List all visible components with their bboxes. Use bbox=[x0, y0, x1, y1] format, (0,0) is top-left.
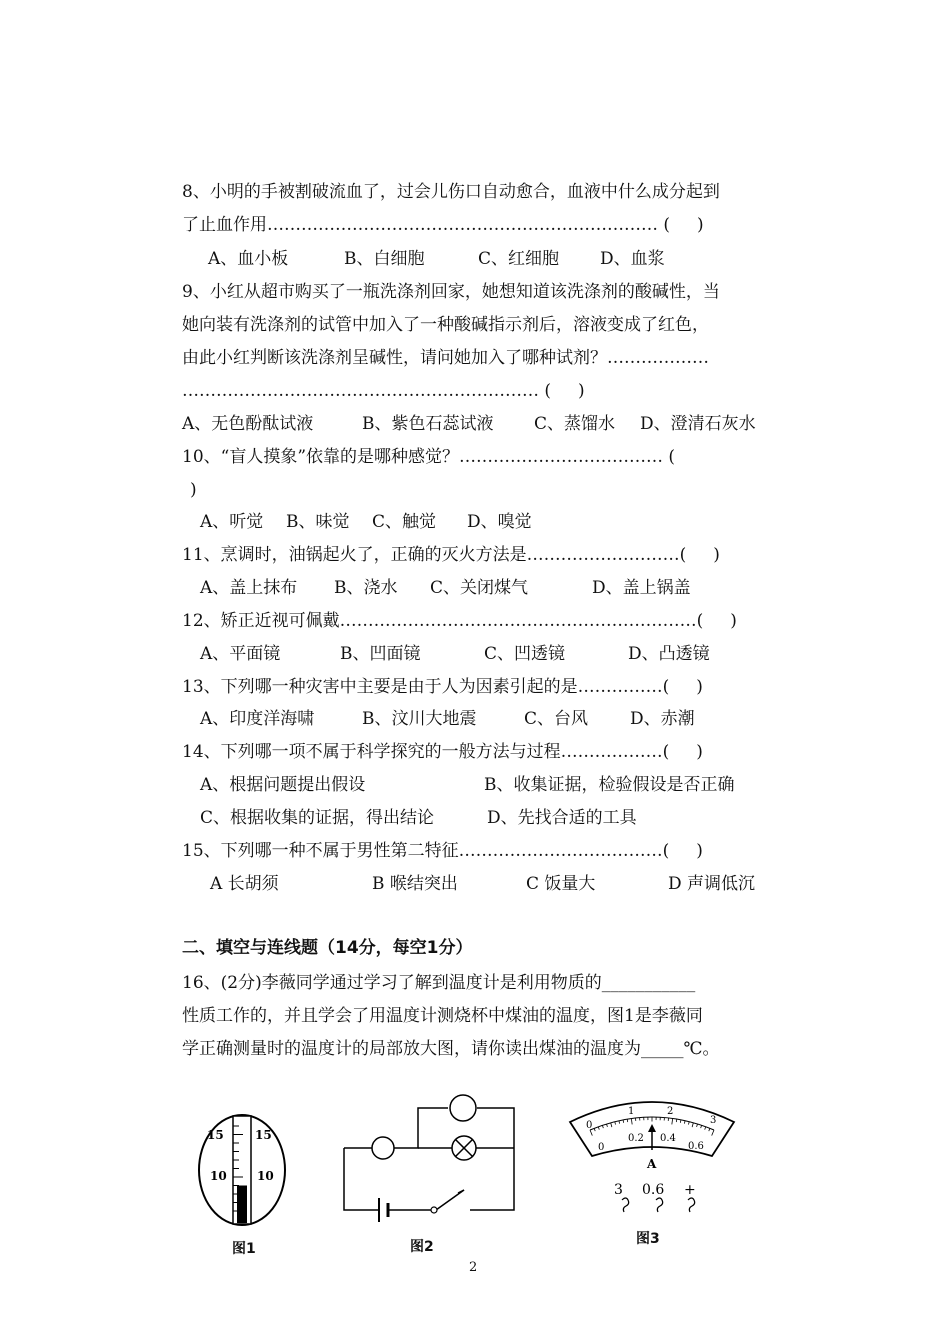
ammeter-tick bbox=[712, 1130, 714, 1136]
q11-option-d: D、盖上锅盖 bbox=[592, 578, 691, 598]
fig1-label-15-right: 15 bbox=[255, 1128, 272, 1142]
q14-option-b: B、收集证据，检验假设是否正确 bbox=[484, 775, 735, 795]
q9-option-a: A、无色酚酞试液 bbox=[182, 414, 314, 434]
q10-line1: 10、“盲人摸象”依靠的是哪种感觉？……………………………… ( bbox=[182, 447, 676, 467]
q16-line3: 学正确测量时的温度计的局部放大图，请你读出煤油的温度为_____℃。 bbox=[182, 1039, 720, 1059]
ammeter-lower-02: 0.2 bbox=[628, 1133, 644, 1144]
ammeter-upper-1: 1 bbox=[628, 1106, 635, 1117]
thermometer-liquid-column bbox=[237, 1186, 247, 1224]
q13-option-a: A、印度洋海啸 bbox=[200, 709, 315, 729]
ammeter-tick bbox=[705, 1127, 706, 1130]
q9-option-c: C、蒸馏水 bbox=[534, 414, 616, 434]
ammeter-tick bbox=[594, 1128, 595, 1131]
circuit-meter-2 bbox=[450, 1095, 476, 1121]
q8-option-c: C、红细胞 bbox=[478, 249, 560, 269]
ammeter-tick bbox=[619, 1121, 620, 1124]
q8-line1: 8、小明的手被割破流血了，过会儿伤口自动愈合，血液中什么成分起到 bbox=[182, 182, 720, 202]
ammeter-upper-0: 0 bbox=[586, 1120, 593, 1131]
figure2-circuit bbox=[336, 1090, 522, 1226]
terminal-screw-icon-2 bbox=[656, 1198, 663, 1212]
ammeter-tick bbox=[598, 1127, 599, 1130]
figure3-caption: 图3 bbox=[636, 1231, 660, 1247]
ammeter-tick bbox=[684, 1121, 685, 1124]
circuit-wire-left bbox=[344, 1148, 379, 1210]
page-number: 2 bbox=[469, 1260, 478, 1275]
terminal-screw-icon-1 bbox=[622, 1198, 629, 1212]
terminal-screw-icon-3 bbox=[688, 1198, 695, 1212]
q12-line1: 12、矫正近视可佩戴………………………………………………………( ) bbox=[182, 611, 737, 631]
q9-option-d: D、澄清石灰水 bbox=[640, 414, 756, 434]
q11-option-c: C、关闭煤气 bbox=[430, 578, 529, 598]
ammeter-tick bbox=[623, 1120, 624, 1123]
figure3-ammeter bbox=[564, 1094, 740, 1224]
ammeter-needle-tip bbox=[648, 1124, 656, 1132]
q12-option-c: C、凹透镜 bbox=[484, 644, 566, 664]
q9-line3: 由此小红判断该洗涤剂呈碱性，请问她加入了哪种试剂？……………… bbox=[182, 348, 709, 368]
q13-option-d: D、赤潮 bbox=[630, 709, 695, 729]
ammeter-terminal-3: 3 bbox=[614, 1182, 623, 1198]
ammeter-tick bbox=[631, 1118, 632, 1124]
q10-option-b: B、味觉 bbox=[286, 512, 350, 532]
q8-option-d: D、血浆 bbox=[600, 249, 665, 269]
q15-option-a: A 长胡须 bbox=[210, 874, 279, 894]
q13-option-b: B、汶川大地震 bbox=[362, 709, 477, 729]
q12-option-b: B、凹面镜 bbox=[340, 644, 421, 664]
q15-option-b: B 喉结突出 bbox=[372, 874, 458, 894]
q13-line1: 13、下列哪一种灾害中主要是由于人为因素引起的是……………( ) bbox=[182, 677, 703, 697]
ammeter-tick bbox=[672, 1118, 673, 1124]
ammeter-upper-3: 3 bbox=[710, 1115, 717, 1126]
figure1-caption: 图1 bbox=[232, 1241, 256, 1257]
circuit-wire-right bbox=[470, 1108, 514, 1210]
ammeter-tick bbox=[680, 1120, 681, 1123]
q14-option-c: C、根据收集的证据，得出结论 bbox=[200, 808, 435, 828]
q12-option-a: A、平面镜 bbox=[200, 644, 281, 664]
q10-option-a: A、听觉 bbox=[200, 512, 264, 532]
figure1-thermometer bbox=[192, 1112, 292, 1228]
circuit-meter-1 bbox=[372, 1137, 394, 1159]
q8-option-b: B、白细胞 bbox=[344, 249, 425, 269]
circuit-switch-blade bbox=[436, 1190, 464, 1210]
q16-line1: 16、(2分)李薇同学通过学习了解到温度计是利用物质的___________ bbox=[182, 973, 696, 993]
ammeter-tick bbox=[688, 1122, 689, 1125]
q9-line2: 她向装有洗涤剂的试管中加入了一种酸碱指示剂后，溶液变成了红色， bbox=[182, 315, 709, 335]
ammeter-tick bbox=[611, 1123, 612, 1127]
ammeter-lower-0: 0 bbox=[598, 1142, 605, 1153]
ammeter-unit: A bbox=[647, 1157, 657, 1171]
q11-option-a: A、盖上抹布 bbox=[200, 578, 298, 598]
q9-option-b: B、紫色石蕊试液 bbox=[362, 414, 494, 434]
fig1-label-15-left: 15 bbox=[207, 1128, 224, 1142]
figure2-caption: 图2 bbox=[410, 1239, 434, 1255]
q10-line2: ) bbox=[190, 480, 197, 500]
q9-line1: 9、小红从超市购买了一瓶洗涤剂回家，她想知道该洗涤剂的酸碱性，当 bbox=[182, 282, 720, 302]
fig1-label-10-left: 10 bbox=[210, 1169, 227, 1183]
q11-option-b: B、浇水 bbox=[334, 578, 398, 598]
q10-option-d: D、嗅觉 bbox=[467, 512, 532, 532]
ammeter-terminal-06: 0.6 bbox=[642, 1182, 665, 1198]
ammeter-tick bbox=[602, 1125, 603, 1128]
q12-option-d: D、凸透镜 bbox=[628, 644, 710, 664]
fig1-label-10-right: 10 bbox=[257, 1169, 274, 1183]
ammeter-lower-06: 0.6 bbox=[688, 1141, 704, 1152]
q8-line2: 了止血作用…………………………………………………………… ( ) bbox=[182, 215, 704, 235]
ammeter-tick bbox=[692, 1123, 693, 1127]
ammeter-tick bbox=[607, 1124, 608, 1127]
circuit-wire-top bbox=[394, 1108, 448, 1148]
q14-option-a: A、根据问题提出假设 bbox=[200, 775, 366, 795]
q9-line4: ……………………………………………………… ( ) bbox=[182, 381, 585, 401]
ammeter-lower-04: 0.4 bbox=[660, 1133, 676, 1144]
q15-option-c: C 饭量大 bbox=[526, 874, 596, 894]
q15-option-d: D 声调低沉 bbox=[668, 874, 756, 894]
q14-option-d: D、先找合适的工具 bbox=[487, 808, 637, 828]
q11-line1: 11、烹调时，油锅起火了，正确的灭火方法是………………………( ) bbox=[182, 545, 720, 565]
ammeter-tick bbox=[615, 1122, 616, 1125]
q15-line1: 15、下列哪一种不属于男性第二特征………………………………( ) bbox=[182, 841, 703, 861]
q13-option-c: C、台风 bbox=[524, 709, 589, 729]
circuit-switch-pivot bbox=[431, 1207, 437, 1213]
ammeter-terminal-plus: + bbox=[684, 1182, 696, 1198]
q10-option-c: C、触觉 bbox=[372, 512, 437, 532]
ammeter-tick bbox=[701, 1125, 702, 1128]
q8-option-a: A、血小板 bbox=[208, 249, 289, 269]
q14-line1: 14、下列哪一项不属于科学探究的一般方法与过程………………( ) bbox=[182, 742, 703, 762]
q16-line2: 性质工作的，并且学会了用温度计测烧杯中煤油的温度，图1是李薇同 bbox=[182, 1006, 703, 1026]
ammeter-upper-2: 2 bbox=[667, 1106, 674, 1117]
section2-heading: 二、填空与连线题（14分，每空1分） bbox=[182, 938, 473, 958]
ammeter-tick bbox=[697, 1124, 698, 1127]
ammeter-tick bbox=[709, 1128, 710, 1131]
